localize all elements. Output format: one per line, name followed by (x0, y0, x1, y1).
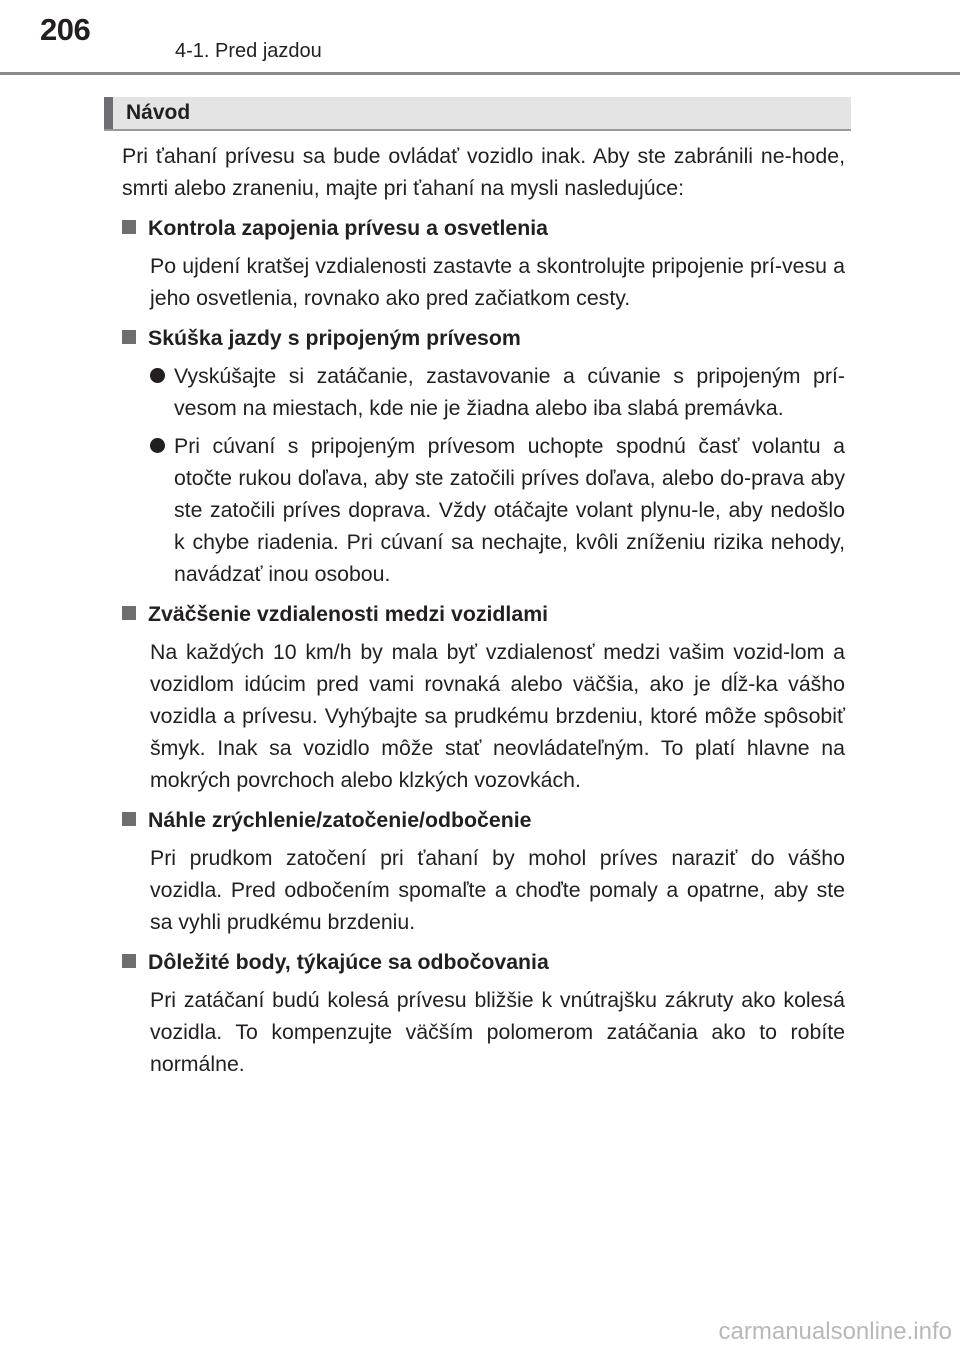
section-turning-points (122, 946, 845, 1080)
caution-heading-box (104, 97, 851, 131)
section-heading (122, 212, 845, 244)
list-item (150, 360, 845, 424)
section-body: Pri prudkom zatočení pri ťahaní by mohol príves naraziť do vášho vozidla. Pred odbočením spomaľte a choďte pomaly a opatrne, aby ste sa vyhli prudkému brzdeniu. (150, 846, 845, 934)
section-sudden-maneuvers (122, 804, 845, 938)
section-body: Na každých 10 km/h by mala byť vzdialenosť medzi vašim vozid-lom a vozidlom idúcim pred vami rovnaká alebo väčšia, ako je dĺž-ka vášho vozidla a prívesu. Vyhýbajte sa prudkému brzdeniu, ktoré môže spôsobiť šmyk. Inak sa vozidlo môže stať neovládateľným. To platí hlavne na mokrých povrchoch alebo klzkých vozovkách. (150, 640, 845, 792)
list-item (150, 430, 845, 590)
section-trailer-connection (122, 212, 845, 314)
section-heading (122, 946, 845, 978)
section-body: Po ujdení kratšej vzdialenosti zastavte a skontrolujte pripojenie prí-vesu a jeho osvetlenia, rovnako ako pred začiatkom cesty. (150, 254, 845, 310)
list-item-text: Pri cúvaní s pripojeným prívesom uchopte spodnú časť volantu a otočte rukou doľava, aby ste zatočili príves doľava, alebo do-prava aby ste zatočili príves doprava. Vždy otáčajte volant plynu-le, aby nedošlo k chybe riadenia. Pri cúvaní sa nechajte, kvôli zníženiu rizika nehody, navádzať inou osobou. (174, 434, 845, 586)
square-icon (122, 606, 136, 620)
section-title: 4-1. Pred jazdou (175, 40, 322, 62)
bullet-icon (150, 438, 165, 453)
caution-heading-label: Návod (126, 101, 191, 124)
section-heading-label: Zväčšenie vzdialenosti medzi vozidlami (148, 602, 549, 626)
section-heading-label: Kontrola zapojenia prívesu a osvetlenia (148, 216, 549, 240)
watermark: carmanualsonline.info (718, 1318, 952, 1345)
square-icon (122, 330, 136, 344)
page-number: 206 (40, 12, 91, 47)
page-header (0, 0, 960, 80)
section-heading (122, 598, 845, 630)
section-body: Pri zatáčaní budú kolesá prívesu bližšie k vnútrajšku zákruty ako kolesá vozidla. To kompenzujte väčším polomerom zatáčania ako to robíte normálne. (150, 988, 845, 1076)
caution-content (122, 140, 845, 1088)
square-icon (122, 220, 136, 234)
section-following-distance (122, 598, 845, 796)
section-heading (122, 804, 845, 836)
bullet-icon (150, 368, 165, 383)
intro-paragraph: Pri ťahaní prívesu sa bude ovládať vozidlo inak. Aby ste zabránili ne-hode, smrti alebo zraneniu, majte pri ťahaní na mysli nasledujúce: (122, 144, 845, 200)
list-item-text: Vyskúšajte si zatáčanie, zastavovanie a cúvanie s pripojeným prí-vesom na miestach, kde nie je žiadna alebo iba slabá premávka. (174, 364, 845, 420)
section-heading-label: Náhle zrýchlenie/zatočenie/odbočenie (148, 808, 532, 832)
square-icon (122, 812, 136, 826)
section-test-drive (122, 322, 845, 590)
header-divider (0, 72, 960, 75)
section-heading-label: Dôležité body, týkajúce sa odbočovania (148, 950, 549, 974)
section-heading-label: Skúška jazdy s pripojeným prívesom (148, 326, 521, 350)
square-icon (122, 954, 136, 968)
heading-accent-bar (104, 97, 113, 129)
section-heading (122, 322, 845, 354)
